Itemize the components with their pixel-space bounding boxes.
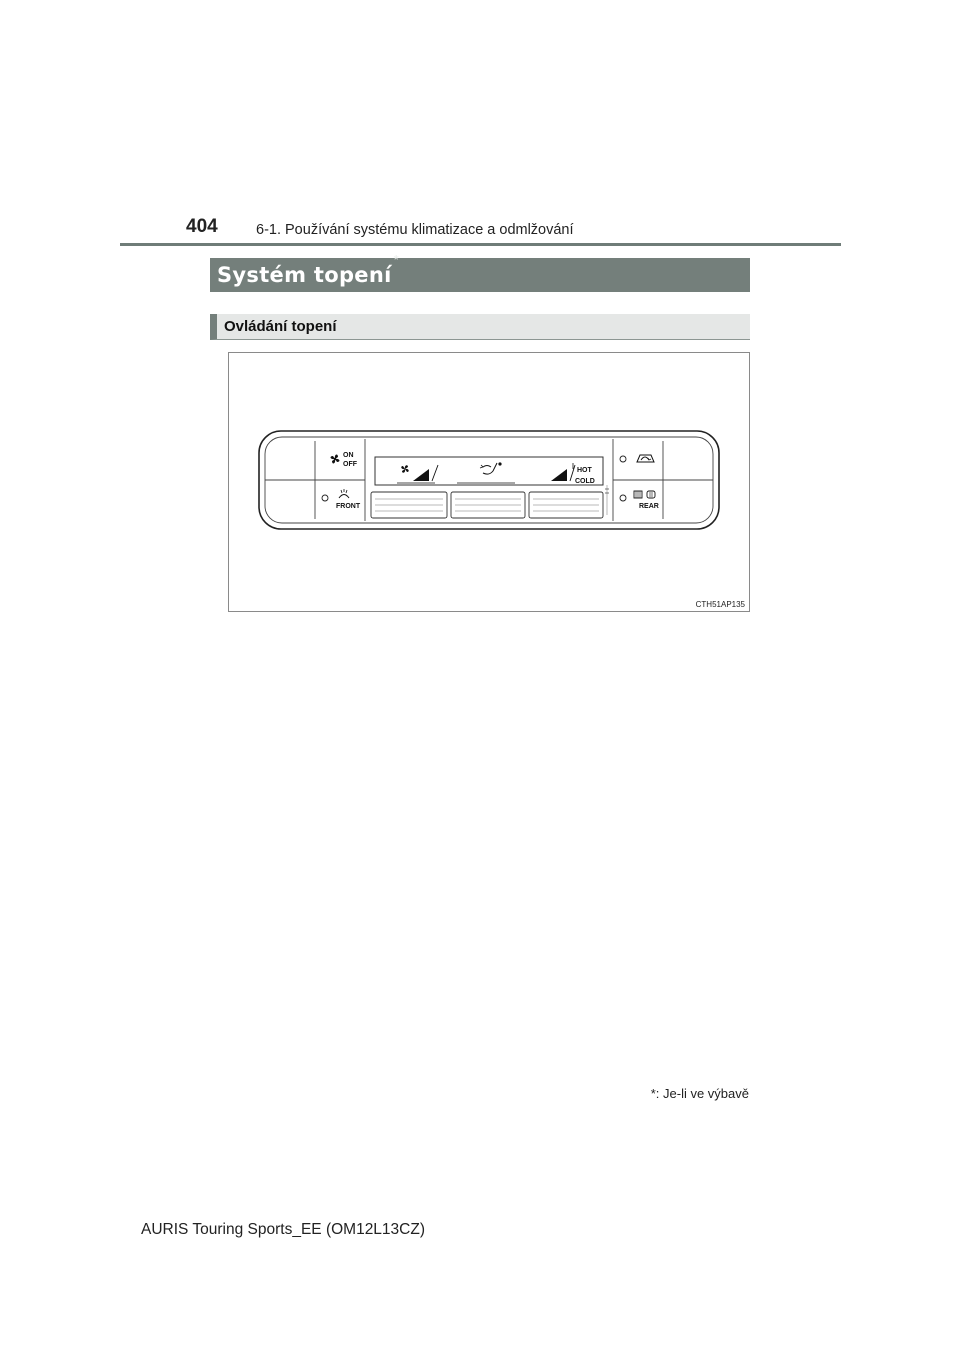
fan-speed-knob[interactable]	[371, 492, 447, 518]
figure-code: CTH51AP135	[695, 600, 745, 609]
chapter-title: 6-1. Používání systému klimatizace a odmlžování	[256, 222, 574, 238]
availability-star: *	[393, 252, 399, 267]
temperature-knob[interactable]	[529, 492, 603, 518]
section-title: Systém topení	[217, 263, 392, 287]
heater-control-panel-illustration	[229, 353, 749, 611]
air-outlet-mode-knob[interactable]	[451, 492, 525, 518]
page-number: 404	[186, 216, 218, 237]
availability-footnote: *: Je-li ve výbavě	[650, 1086, 749, 1101]
display-window	[375, 457, 603, 485]
off-label: OFF	[343, 461, 357, 468]
hot-label: HOT	[577, 467, 592, 474]
subsection-title: Ovládání topení	[224, 318, 337, 335]
front-label: FRONT	[336, 503, 361, 510]
cold-label: COLD	[575, 478, 595, 485]
rear-label: REAR	[639, 503, 659, 510]
on-label: ON	[343, 452, 354, 459]
heater-control-figure	[228, 352, 750, 612]
manual-footer: AURIS Touring Sports_EE (OM12L13CZ)	[141, 1221, 425, 1238]
section-heading	[210, 252, 750, 292]
subsection-heading	[210, 314, 750, 340]
header-rule	[120, 243, 841, 246]
